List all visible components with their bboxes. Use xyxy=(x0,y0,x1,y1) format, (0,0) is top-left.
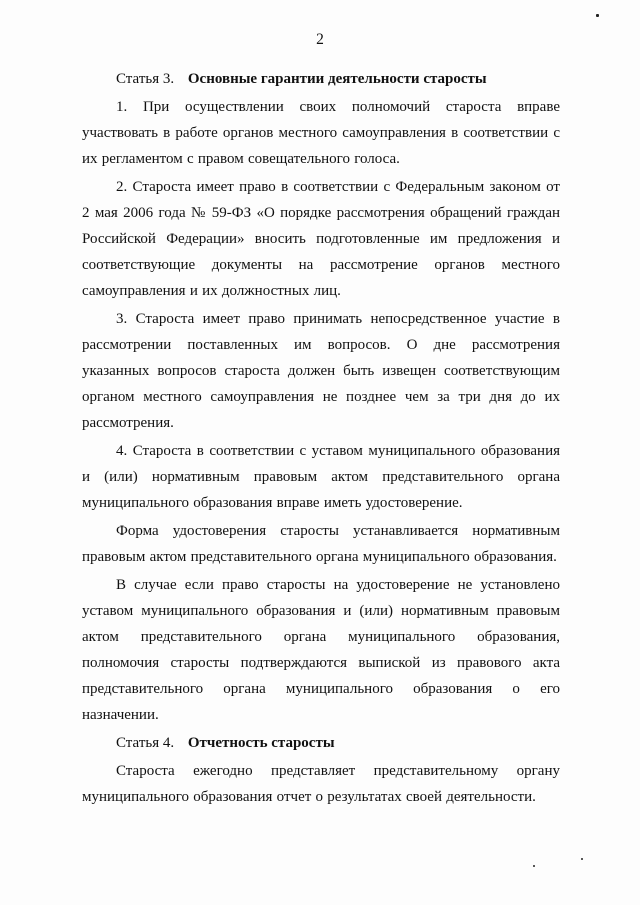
article-3-paragraph-5: Форма удостоверения старосты устанавливается нормативным правовым актом представительного органа муниципального образования. xyxy=(82,523,560,565)
article-4-label: Статья 4. xyxy=(116,735,175,751)
article-3-label: Статья 3. xyxy=(116,71,175,87)
article-4-heading xyxy=(82,730,560,756)
article-3-paragraph-1: 1. При осуществлении своих полномочий староста вправе участвовать в работе органов местного самоуправления в соответствии с их регламентом с правом совещательного голоса. xyxy=(82,99,560,167)
article-3-paragraph-3: 3. Староста имеет право принимать непосредственное участие в рассмотрении поставленных им вопросов. О дне рассмотрения указанных вопросов староста должен быть извещен соответствующим органом местного самоуправления не позднее чем за три дня до их рассмотрения. xyxy=(82,311,560,431)
article-3-heading xyxy=(82,66,560,92)
scan-speck xyxy=(596,14,599,17)
article-3-paragraph-6: В случае если право старосты на удостоверение не установлено уставом муниципального образования и (или) нормативным правовым актом представительного органа муниципального образования, полномочия старосты подтверждаются выпиской из правового акта представительного органа муниципального образования о его назначении. xyxy=(82,577,560,723)
document-body xyxy=(82,66,560,810)
scan-speck xyxy=(581,858,583,860)
page-number: 2 xyxy=(316,31,324,48)
article-4-title: Отчетность старосты xyxy=(187,735,335,751)
scan-speck xyxy=(533,865,535,867)
article-3-paragraph-4: 4. Староста в соответствии с уставом муниципального образования и (или) нормативным правовым актом представительного органа муниципального образования вправе иметь удостоверение. xyxy=(82,443,560,511)
article-3-paragraph-2: 2. Староста имеет право в соответствии с Федеральным законом от 2 мая 2006 года № 59-ФЗ «О порядке рассмотрения обращений граждан Российской Федерации» вносить подготовленные им предложения и соответствующие документы на рассмотрение органов местного самоуправления и их должностных лиц. xyxy=(82,179,560,299)
article-4-paragraph-1: Староста ежегодно представляет представительному органу муниципального образования отчет о результатах своей деятельности. xyxy=(82,763,560,805)
article-3-title: Основные гарантии деятельности старосты xyxy=(187,71,487,87)
